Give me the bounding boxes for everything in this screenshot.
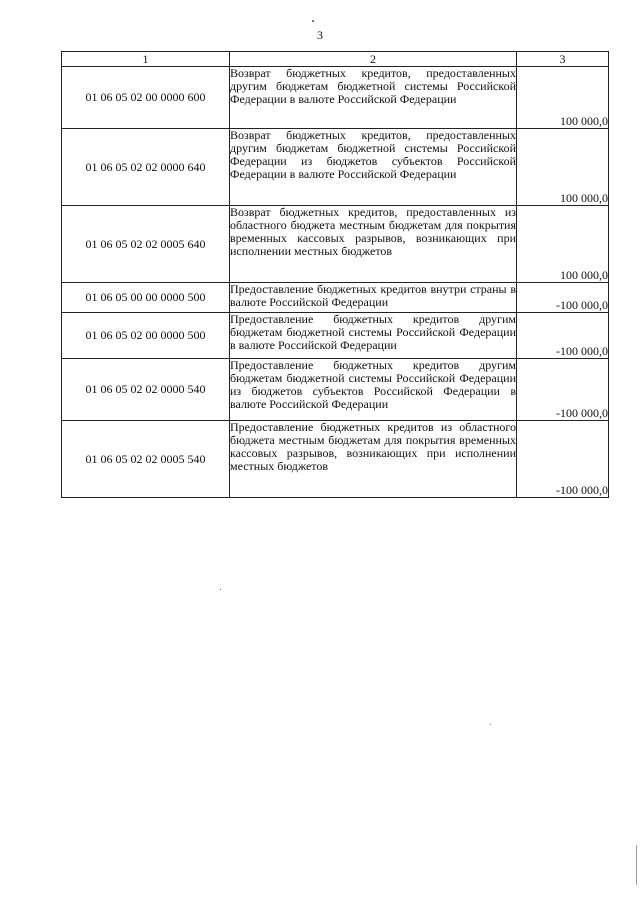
budget-code-cell: 01 06 05 02 02 0000 640: [62, 129, 230, 206]
scan-speck: [490, 724, 491, 725]
amount-cell: 100 000,0: [517, 206, 609, 283]
amount-cell: 100 000,0: [517, 129, 609, 206]
budget-code-cell: 01 06 05 02 02 0005 640: [62, 206, 230, 283]
scan-edge-mark: [636, 845, 637, 885]
description-cell: Предоставление бюджетных кредитов другим бюджетам бюджетной системы Российской Федерации в валюте Российской Федерации: [230, 313, 517, 359]
table-header-row: [62, 52, 609, 67]
scan-speck: [312, 20, 314, 22]
description-cell: Возврат бюджетных кредитов, предоставленных из областного бюджета местным бюджетам для покрытия временных кассовых разрывов, возникающих при исполнении местных бюджетов: [230, 206, 517, 283]
scan-speck: [220, 589, 221, 590]
header-col-3: 3: [517, 52, 609, 67]
table-row: [62, 313, 609, 359]
table-row: [62, 359, 609, 421]
budget-code-cell: 01 06 05 00 00 0000 500: [62, 283, 230, 313]
budget-sources-table: [61, 51, 609, 498]
header-col-1: 1: [62, 52, 230, 67]
table-row: [62, 67, 609, 129]
description-cell: Возврат бюджетных кредитов, предоставленных другим бюджетам бюджетной системы Российской Федерации из бюджетов субъектов Российской Федерации в валюте Российской Федерации: [230, 129, 517, 206]
budget-code-cell: 01 06 05 02 02 0005 540: [62, 421, 230, 498]
amount-cell: 100 000,0: [517, 67, 609, 129]
budget-code-cell: 01 06 05 02 00 0000 500: [62, 313, 230, 359]
description-cell: Предоставление бюджетных кредитов из областного бюджета местным бюджетам для покрытия временных кассовых разрывов, возникающих при исполнении местных бюджетов: [230, 421, 517, 498]
description-cell: Предоставление бюджетных кредитов внутри страны в валюте Российской Федерации: [230, 283, 517, 313]
description-cell: Предоставление бюджетных кредитов другим бюджетам бюджетной системы Российской Федерации из бюджетов субъектов Российской Федерации в валюте Российской Федерации: [230, 359, 517, 421]
budget-code-cell: 01 06 05 02 02 0000 540: [62, 359, 230, 421]
amount-cell: -100 000,0: [517, 421, 609, 498]
table-row: [62, 206, 609, 283]
table-row: [62, 129, 609, 206]
page-number: 3: [317, 28, 323, 42]
description-cell: Возврат бюджетных кредитов, предоставленных другим бюджетам бюджетной системы Российской Федерации в валюте Российской Федерации: [230, 67, 517, 129]
amount-cell: -100 000,0: [517, 283, 609, 313]
amount-cell: -100 000,0: [517, 313, 609, 359]
table-row: [62, 421, 609, 498]
budget-code-cell: 01 06 05 02 00 0000 600: [62, 67, 230, 129]
amount-cell: -100 000,0: [517, 359, 609, 421]
header-col-2: 2: [230, 52, 517, 67]
table-row: [62, 283, 609, 313]
